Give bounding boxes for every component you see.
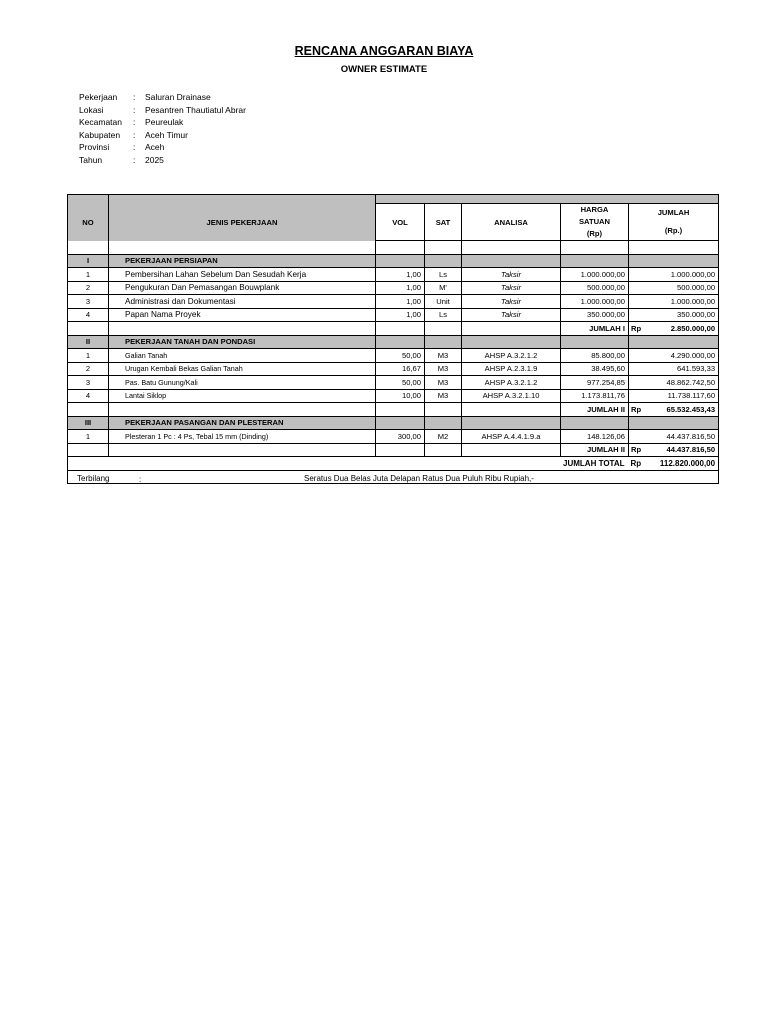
header-harga-line1: HARGA [580, 205, 609, 214]
empty-cell [68, 322, 109, 336]
empty-cell [462, 335, 561, 349]
header-analisa: ANALISA [462, 204, 561, 241]
item-sat: M3 [425, 362, 462, 376]
empty-cell [462, 403, 561, 417]
info-value: Aceh [145, 142, 165, 152]
item-sat: M2 [425, 430, 462, 444]
budget-table [67, 194, 719, 484]
item-analisa: Taksir [462, 295, 561, 309]
empty-cell [68, 403, 109, 417]
item-desc: Pas. Batu Gunung/Kali [109, 376, 376, 390]
item-analisa: Taksir [462, 281, 561, 295]
info-colon: : [133, 129, 136, 140]
subtotal-row [68, 443, 719, 457]
empty-cell [376, 403, 425, 417]
empty-cell [629, 254, 719, 268]
header-harga-line3: (Rp) [586, 229, 603, 238]
empty-cell [425, 416, 462, 430]
empty-cell [109, 443, 376, 457]
item-desc: Galian Tanah [109, 349, 376, 363]
info-colon: : [133, 154, 136, 165]
info-value: Peureulak [145, 117, 184, 127]
item-jumlah: 350.000,00 [629, 308, 719, 322]
item-no: 4 [68, 308, 109, 322]
header-sat: SAT [425, 204, 462, 241]
subtotal-currency: Rp [629, 322, 646, 336]
total-row [68, 457, 719, 471]
item-no: 3 [68, 295, 109, 309]
info-label: Pekerjaan [79, 92, 118, 102]
item-desc: Papan Nama Proyek [109, 308, 376, 322]
item-desc: Plesteran 1 Pc : 4 Ps, Tebal 15 mm (Dinding) [109, 430, 376, 444]
subtotal-currency: Rp [629, 443, 646, 457]
item-jumlah: 44.437.816,50 [629, 430, 719, 444]
item-analisa: Taksir [462, 308, 561, 322]
table-row [68, 376, 719, 390]
section-row [68, 254, 719, 268]
item-vol: 1,00 [376, 268, 425, 282]
empty-cell [68, 443, 109, 457]
item-vol: 50,00 [376, 349, 425, 363]
empty-cell [425, 443, 462, 457]
info-colon: : [133, 117, 136, 127]
item-sat: Ls [425, 268, 462, 282]
empty-cell [425, 403, 462, 417]
item-vol: 10,00 [376, 389, 425, 403]
header-jenis-pekerjaan: JENIS PEKERJAAN [109, 204, 376, 241]
item-harga: 148.126,06 [561, 430, 629, 444]
empty-cell [109, 322, 376, 336]
item-desc: Administrasi dan Dokumentasi [109, 295, 376, 309]
item-sat: M' [425, 281, 462, 295]
item-harga: 350.000,00 [561, 308, 629, 322]
item-jumlah: 1.000.000,00 [629, 295, 719, 309]
subtotal-label: JUMLAH I [561, 322, 629, 336]
subtotal-row [68, 322, 719, 336]
subtotal-row [68, 403, 719, 417]
terbilang-colon: : [139, 474, 142, 484]
item-sat: Unit [425, 295, 462, 309]
empty-cell [629, 416, 719, 430]
empty-cell [629, 335, 719, 349]
info-colon: : [133, 104, 136, 115]
subtotal-value: 44.437.816,50 [646, 443, 719, 457]
item-harga: 1.000.000,00 [561, 268, 629, 282]
item-analisa: Taksir [462, 268, 561, 282]
item-no: 4 [68, 389, 109, 403]
item-analisa: AHSP A.3.2.1.2 [462, 376, 561, 390]
item-vol: 1,00 [376, 281, 425, 295]
item-jumlah: 1.000.000,00 [629, 268, 719, 282]
empty-cell [462, 416, 561, 430]
info-value: Aceh Timur [145, 129, 188, 140]
empty-cell [462, 322, 561, 336]
item-harga: 1.173.811,76 [561, 389, 629, 403]
total-value: 112.820.000,00 [646, 457, 719, 471]
section-row [68, 335, 719, 349]
item-no: 2 [68, 362, 109, 376]
header-vol: VOL [376, 204, 425, 241]
empty-cell [561, 254, 629, 268]
empty-cell [109, 403, 376, 417]
table-row [68, 430, 719, 444]
info-label: Lokasi [79, 104, 104, 115]
section-no: II [68, 335, 109, 349]
header-harga-satuan [561, 204, 629, 241]
empty-cell [376, 254, 425, 268]
section-no: III [68, 416, 109, 430]
item-jumlah: 4.290.000,00 [629, 349, 719, 363]
table-row [68, 362, 719, 376]
terbilang-label: Terbilang [77, 473, 110, 483]
section-title: PEKERJAAN TANAH DAN PONDASI [109, 335, 376, 349]
terbilang-cell [68, 470, 719, 484]
item-no: 1 [68, 349, 109, 363]
empty-cell [425, 322, 462, 336]
header-jumlah [629, 204, 719, 241]
item-desc: Urugan Kembali Bekas Galian Tanah [109, 362, 376, 376]
info-label: Kabupaten [79, 129, 121, 140]
item-no: 3 [68, 376, 109, 390]
item-desc: Lantai Siklop [109, 389, 376, 403]
item-harga: 1.000.000,00 [561, 295, 629, 309]
item-harga: 85.800,00 [561, 349, 629, 363]
item-harga: 38.495,60 [561, 362, 629, 376]
spacer-cell [68, 241, 109, 255]
total-label: JUMLAH TOTAL [68, 457, 629, 471]
item-vol: 50,00 [376, 376, 425, 390]
item-sat: M3 [425, 389, 462, 403]
info-label: Provinsi [79, 142, 110, 152]
table-row [68, 268, 719, 282]
document-title: RENCANA ANGGARAN BIAYA [294, 44, 474, 58]
section-row [68, 416, 719, 430]
document-subtitle: OWNER ESTIMATE [340, 64, 428, 75]
info-colon: : [133, 92, 136, 102]
terbilang-row [68, 470, 719, 484]
subtotal-currency: Rp [629, 403, 646, 417]
header-gray-band [376, 195, 719, 204]
empty-cell [425, 335, 462, 349]
subtotal-value: 2.850.000,00 [646, 322, 719, 336]
section-title: PEKERJAAN PASANGAN DAN PLESTERAN [109, 416, 376, 430]
table-row [68, 308, 719, 322]
info-label: Tahun [79, 154, 103, 165]
header-harga-line2: SATUAN [578, 217, 611, 226]
spacer-cell [561, 241, 629, 255]
subtotal-value: 65.532.453,43 [646, 403, 719, 417]
total-currency: Rp [629, 457, 646, 471]
empty-cell [561, 416, 629, 430]
spacer-cell [376, 241, 425, 255]
empty-cell [376, 322, 425, 336]
header-gray-cell [109, 195, 376, 204]
item-no: 1 [68, 430, 109, 444]
item-analisa: AHSP A.3.2.1.10 [462, 389, 561, 403]
item-jumlah: 641.593,33 [629, 362, 719, 376]
info-colon: : [133, 142, 136, 152]
item-jumlah: 48.862.742,50 [629, 376, 719, 390]
item-desc: Pembersihan Lahan Sebelum Dan Sesudah Kerja [109, 268, 376, 282]
header-jumlah-line1: JUMLAH [657, 208, 690, 217]
section-title: PEKERJAAN PERSIAPAN [109, 254, 376, 268]
table-row [68, 281, 719, 295]
item-no: 1 [68, 268, 109, 282]
info-value: 2025 [145, 154, 164, 165]
item-analisa: AHSP A.3.2.1.2 [462, 349, 561, 363]
empty-cell [376, 416, 425, 430]
item-analisa: AHSP A.4.4.1.9.a [462, 430, 561, 444]
table-row [68, 349, 719, 363]
item-vol: 300,00 [376, 430, 425, 444]
spacer-cell [629, 241, 719, 255]
item-analisa: AHSP A.2.3.1.9 [462, 362, 561, 376]
item-harga: 500.000,00 [561, 281, 629, 295]
item-vol: 1,00 [376, 308, 425, 322]
info-label: Kecamatan [79, 117, 122, 127]
table-row [68, 389, 719, 403]
spacer-cell [425, 241, 462, 255]
header-gray-cell [68, 195, 109, 204]
item-desc: Pengukuran Dan Pemasangan Bouwplank [109, 281, 376, 295]
item-harga: 977.254,85 [561, 376, 629, 390]
terbilang-text: Seratus Dua Belas Juta Delapan Ratus Dua Puluh Ribu Rupiah,- [304, 473, 534, 483]
empty-cell [462, 254, 561, 268]
empty-cell [376, 443, 425, 457]
subtotal-label: JUMLAH II [561, 403, 629, 417]
item-sat: M3 [425, 349, 462, 363]
empty-cell [376, 335, 425, 349]
spacer-cell [462, 241, 561, 255]
item-sat: Ls [425, 308, 462, 322]
info-value: Saluran Drainase [145, 92, 211, 102]
item-jumlah: 11.738.117,60 [629, 389, 719, 403]
empty-cell [462, 443, 561, 457]
subtotal-label: JUMLAH II [561, 443, 629, 457]
item-vol: 16,67 [376, 362, 425, 376]
section-no: I [68, 254, 109, 268]
info-value: Pesantren Thautiatul Abrar [145, 104, 246, 115]
header-jumlah-line2: (Rp.) [664, 226, 683, 235]
item-jumlah: 500.000,00 [629, 281, 719, 295]
table-row [68, 295, 719, 309]
empty-cell [561, 335, 629, 349]
item-sat: M3 [425, 376, 462, 390]
spacer-cell [109, 241, 376, 255]
item-vol: 1,00 [376, 295, 425, 309]
item-no: 2 [68, 281, 109, 295]
header-no: NO [68, 204, 109, 241]
empty-cell [425, 254, 462, 268]
